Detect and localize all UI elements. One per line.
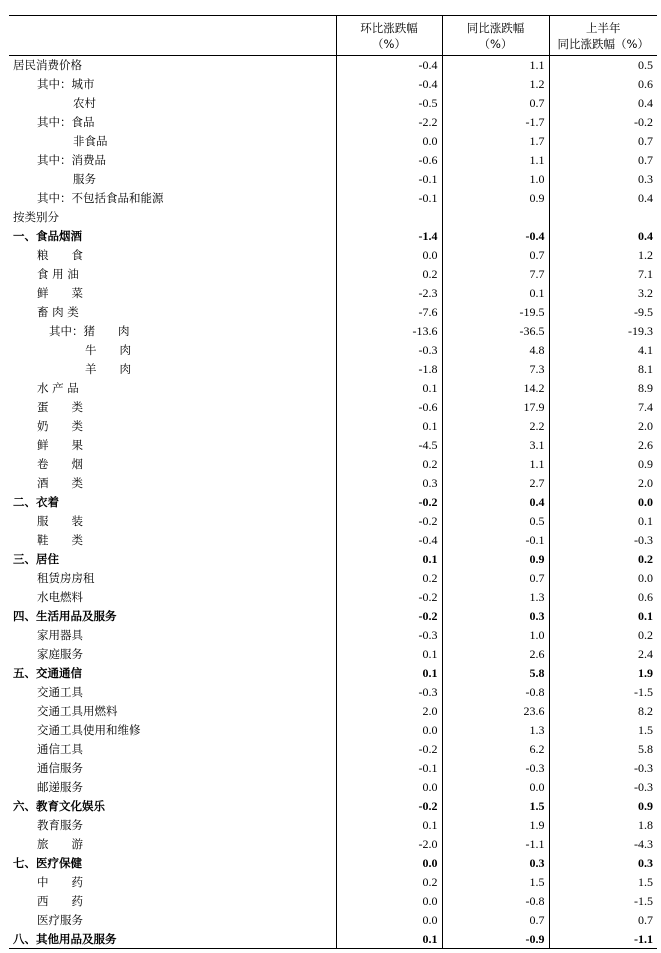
value-h1-yoy: 0.7 — [638, 153, 653, 167]
value-yoy: -0.8 — [442, 892, 549, 911]
value-yoy: 1.2 — [442, 75, 549, 94]
value-yoy: 2.2 — [442, 417, 549, 436]
table-row — [9, 569, 657, 588]
row-label: 四、生活用品及服务 — [9, 607, 336, 626]
value-mom: -0.1 — [336, 759, 442, 778]
value-yoy: 23.6 — [442, 702, 549, 721]
table-row — [9, 531, 657, 550]
value-h1-yoy: -1.5 — [634, 685, 653, 699]
value-yoy: 1.7 — [442, 132, 549, 151]
value-h1-yoy: 2.0 — [638, 419, 653, 433]
table-row — [9, 284, 657, 303]
value-mom: -7.6 — [336, 303, 442, 322]
row-label: 其中：城市 — [9, 75, 336, 94]
value-h1-yoy: 0.5 — [638, 58, 653, 73]
value-mom: -2.3 — [336, 284, 442, 303]
value-h1-yoy: 1.2 — [638, 248, 653, 262]
value-mom: 0.1 — [336, 664, 442, 683]
row-label: 卷 烟 — [9, 455, 336, 474]
value-mom: 0.1 — [336, 816, 442, 835]
value-mom: 0.0 — [336, 892, 442, 911]
row-label: 中 药 — [9, 873, 336, 892]
row-label: 交通工具用燃料 — [9, 702, 336, 721]
table-row — [9, 246, 657, 265]
value-h1-yoy: 0.3 — [638, 172, 653, 186]
value-yoy: -1.1 — [442, 835, 549, 854]
value-mom: 0.2 — [336, 265, 442, 284]
row-label: 西 药 — [9, 892, 336, 911]
value-mom: -0.3 — [336, 341, 442, 360]
header-h1-yoy — [549, 16, 657, 56]
value-yoy: 2.6 — [442, 645, 549, 664]
header-mom-line-1: 环比涨跌幅 — [360, 20, 418, 35]
row-label: 蛋 类 — [9, 398, 336, 417]
value-mom: -0.3 — [336, 626, 442, 645]
value-h1-yoy: 0.6 — [638, 590, 653, 604]
row-label: 教育服务 — [9, 816, 336, 835]
value-mom: -0.4 — [336, 531, 442, 550]
value-yoy: -19.5 — [442, 303, 549, 322]
value-mom: -0.1 — [336, 189, 442, 208]
value-yoy: 7.3 — [442, 360, 549, 379]
row-label: 鲜 菜 — [9, 284, 336, 303]
table-row — [9, 759, 657, 778]
value-mom: 0.1 — [336, 379, 442, 398]
table-row — [9, 75, 657, 94]
cpi-table — [9, 15, 657, 949]
header-h1-yoy-line-2: 同比涨跌幅（%） — [557, 36, 649, 51]
value-h1-yoy: 2.6 — [638, 438, 653, 452]
table-row — [9, 816, 657, 835]
table-header — [9, 16, 657, 56]
value-h1-yoy: -0.2 — [634, 115, 653, 129]
value-yoy: 0.7 — [442, 911, 549, 930]
value-mom: -0.2 — [336, 512, 442, 531]
value-mom: -0.4 — [336, 56, 442, 75]
header-row — [9, 16, 657, 56]
value-yoy: 1.0 — [442, 170, 549, 189]
table-row — [9, 683, 657, 702]
value-yoy: 1.1 — [442, 455, 549, 474]
row-label: 服 装 — [9, 512, 336, 531]
value-yoy: -0.1 — [442, 531, 549, 550]
value-mom: -0.6 — [336, 398, 442, 417]
value-yoy: -0.8 — [442, 683, 549, 702]
value-h1-yoy: 7.4 — [638, 400, 653, 414]
value-yoy: 1.9 — [442, 816, 549, 835]
value-h1-yoy: 8.2 — [638, 704, 653, 718]
value-h1-yoy: 0.1 — [638, 609, 653, 623]
value-h1-yoy: 0.9 — [638, 457, 653, 471]
value-h1-yoy: 1.8 — [638, 818, 653, 832]
table-row — [9, 208, 657, 227]
table-row — [9, 645, 657, 664]
value-mom: -1.8 — [336, 360, 442, 379]
value-h1-yoy: 0.1 — [638, 514, 653, 528]
table-row — [9, 189, 657, 208]
value-mom: -0.2 — [336, 797, 442, 816]
row-label: 旅 游 — [9, 835, 336, 854]
value-h1-yoy: 0.4 — [638, 191, 653, 205]
table-row — [9, 436, 657, 455]
table-row — [9, 550, 657, 569]
row-label: 奶 类 — [9, 417, 336, 436]
value-h1-yoy: 0.7 — [638, 913, 653, 927]
row-label: 通信工具 — [9, 740, 336, 759]
row-label: 酒 类 — [9, 474, 336, 493]
value-mom: -2.0 — [336, 835, 442, 854]
value-mom: 0.0 — [336, 132, 442, 151]
value-yoy: 2.7 — [442, 474, 549, 493]
table-row — [9, 132, 657, 151]
row-label: 其中：消费品 — [9, 151, 336, 170]
cpi-table-container — [9, 15, 657, 949]
row-label: 交通工具使用和维修 — [9, 721, 336, 740]
value-yoy: 3.1 — [442, 436, 549, 455]
value-mom: 0.0 — [336, 721, 442, 740]
table-row — [9, 56, 657, 75]
row-label: 畜 肉 类 — [9, 303, 336, 322]
row-label: 三、居住 — [9, 550, 336, 569]
row-label: 非食品 — [9, 132, 336, 151]
value-yoy: 1.1 — [442, 151, 549, 170]
value-yoy: 0.0 — [442, 778, 549, 797]
value-yoy: -0.4 — [442, 227, 549, 246]
table-row — [9, 379, 657, 398]
value-yoy: 7.7 — [442, 265, 549, 284]
value-mom: 0.2 — [336, 569, 442, 588]
table-row — [9, 930, 657, 949]
value-h1-yoy: 8.9 — [638, 381, 653, 395]
table-row — [9, 797, 657, 816]
value-yoy: 0.4 — [442, 493, 549, 512]
row-label: 通信服务 — [9, 759, 336, 778]
value-yoy: 4.8 — [442, 341, 549, 360]
value-mom: 0.0 — [336, 246, 442, 265]
table-row — [9, 588, 657, 607]
table-row — [9, 873, 657, 892]
row-label: 其中：不包括食品和能源 — [9, 189, 336, 208]
value-yoy: 0.5 — [442, 512, 549, 531]
value-mom: -1.4 — [336, 227, 442, 246]
table-row — [9, 170, 657, 189]
value-yoy: 5.8 — [442, 664, 549, 683]
value-mom: -0.2 — [336, 607, 442, 626]
value-yoy: -36.5 — [442, 322, 549, 341]
table-row — [9, 265, 657, 284]
value-h1-yoy: 1.9 — [638, 666, 653, 680]
row-label: 七、医疗保健 — [9, 854, 336, 873]
row-label: 其中：食品 — [9, 113, 336, 132]
value-mom: -0.4 — [336, 75, 442, 94]
header-yoy — [442, 16, 549, 56]
row-label: 医疗服务 — [9, 911, 336, 930]
row-label: 家用器具 — [9, 626, 336, 645]
header-yoy-line-1: 同比涨跌幅 — [466, 20, 525, 35]
value-h1-yoy: 1.5 — [638, 723, 653, 737]
header-h1-yoy-line-1: 上半年 — [586, 20, 621, 35]
value-yoy — [442, 208, 549, 227]
value-h1-yoy: 0.3 — [638, 856, 653, 870]
table-row — [9, 892, 657, 911]
table-row — [9, 417, 657, 436]
row-label: 牛 肉 — [9, 341, 336, 360]
table-row — [9, 911, 657, 930]
value-mom: -0.5 — [336, 94, 442, 113]
value-mom: 0.0 — [336, 854, 442, 873]
table-row — [9, 778, 657, 797]
value-mom: -4.5 — [336, 436, 442, 455]
value-mom: -0.2 — [336, 740, 442, 759]
value-h1-yoy: 3.2 — [638, 286, 653, 300]
value-h1-yoy: 0.0 — [638, 495, 653, 509]
row-label: 水电燃料 — [9, 588, 336, 607]
value-h1-yoy: 0.2 — [638, 552, 653, 566]
value-h1-yoy: 0.7 — [638, 134, 653, 148]
row-label: 水 产 品 — [9, 379, 336, 398]
value-h1-yoy: 0.4 — [638, 96, 653, 110]
value-h1-yoy: 5.8 — [638, 742, 653, 756]
value-h1-yoy: 4.1 — [638, 343, 653, 357]
value-yoy: 1.3 — [442, 588, 549, 607]
header-mom-line-2: （%） — [372, 36, 406, 51]
table-row — [9, 702, 657, 721]
table-row — [9, 664, 657, 683]
table-row — [9, 835, 657, 854]
value-h1-yoy: 1.5 — [638, 875, 653, 889]
table-row — [9, 854, 657, 873]
value-yoy: 0.7 — [442, 246, 549, 265]
value-h1-yoy: 0.6 — [638, 77, 653, 91]
table-row — [9, 474, 657, 493]
value-h1-yoy: -0.3 — [634, 761, 653, 775]
value-mom: 0.1 — [336, 550, 442, 569]
value-mom: 0.0 — [336, 778, 442, 797]
value-yoy: 14.2 — [442, 379, 549, 398]
table-row — [9, 322, 657, 341]
value-yoy: -0.9 — [442, 930, 549, 949]
value-mom: 0.0 — [336, 911, 442, 930]
value-yoy: 0.7 — [442, 94, 549, 113]
table-row — [9, 360, 657, 379]
value-h1-yoy: -1.1 — [549, 930, 657, 949]
value-h1-yoy: 0.0 — [638, 571, 653, 585]
header-yoy-line-2: （%） — [478, 36, 513, 51]
value-h1-yoy: -0.3 — [634, 533, 653, 547]
table-row — [9, 341, 657, 360]
value-yoy: 1.3 — [442, 721, 549, 740]
value-h1-yoy: -1.5 — [634, 894, 653, 908]
value-yoy: 0.1 — [442, 284, 549, 303]
value-mom: 0.3 — [336, 474, 442, 493]
value-mom: 0.2 — [336, 873, 442, 892]
row-label: 鞋 类 — [9, 531, 336, 550]
row-label: 六、教育文化娱乐 — [9, 797, 336, 816]
value-mom — [336, 208, 442, 227]
table-row — [9, 113, 657, 132]
value-mom: -13.6 — [336, 322, 442, 341]
value-mom: -0.2 — [336, 588, 442, 607]
table-row — [9, 493, 657, 512]
row-label: 农村 — [9, 94, 336, 113]
value-yoy: -1.7 — [442, 113, 549, 132]
value-h1-yoy: 0.2 — [638, 628, 653, 642]
row-label: 一、食品烟酒 — [9, 227, 336, 246]
value-yoy: 0.3 — [442, 607, 549, 626]
value-mom: -0.3 — [336, 683, 442, 702]
row-label: 二、衣着 — [9, 493, 336, 512]
value-yoy: 6.2 — [442, 740, 549, 759]
value-h1-yoy: 0.9 — [638, 799, 653, 813]
table-row — [9, 94, 657, 113]
value-h1-yoy: -19.3 — [628, 324, 653, 338]
row-label: 家庭服务 — [9, 645, 336, 664]
table-row — [9, 303, 657, 322]
table-row — [9, 151, 657, 170]
value-mom: 2.0 — [336, 702, 442, 721]
value-yoy: -0.3 — [442, 759, 549, 778]
value-mom: -2.2 — [336, 113, 442, 132]
value-h1-yoy: -0.3 — [634, 780, 653, 794]
row-label: 食 用 油 — [9, 265, 336, 284]
value-yoy: 0.3 — [442, 854, 549, 873]
value-h1-yoy — [549, 208, 657, 227]
value-yoy: 0.9 — [442, 550, 549, 569]
value-h1-yoy: 2.4 — [638, 647, 653, 661]
value-h1-yoy: -9.5 — [634, 305, 653, 319]
row-label: 交通工具 — [9, 683, 336, 702]
value-mom: -0.2 — [336, 493, 442, 512]
header-category — [9, 16, 336, 56]
value-yoy: 1.5 — [442, 873, 549, 892]
value-yoy: 17.9 — [442, 398, 549, 417]
value-yoy: 0.7 — [442, 569, 549, 588]
value-h1-yoy: 0.4 — [638, 229, 653, 243]
row-label: 八、其他用品及服务 — [9, 930, 336, 949]
table-row — [9, 607, 657, 626]
value-h1-yoy: 7.1 — [638, 267, 653, 281]
row-label: 粮 食 — [9, 246, 336, 265]
row-label: 鲜 果 — [9, 436, 336, 455]
value-yoy: 1.1 — [442, 56, 549, 75]
row-label: 五、交通通信 — [9, 664, 336, 683]
table-row — [9, 626, 657, 645]
value-mom: 0.2 — [336, 455, 442, 474]
row-label: 其中：猪 肉 — [9, 322, 336, 341]
table-row — [9, 740, 657, 759]
table-row — [9, 721, 657, 740]
table-row — [9, 512, 657, 531]
header-mom — [336, 16, 442, 56]
value-h1-yoy: 8.1 — [638, 362, 653, 376]
value-mom: -0.6 — [336, 151, 442, 170]
table-row — [9, 455, 657, 474]
table-body — [9, 56, 657, 949]
value-yoy: 1.0 — [442, 626, 549, 645]
row-label: 邮递服务 — [9, 778, 336, 797]
table-row — [9, 227, 657, 246]
value-yoy: 0.9 — [442, 189, 549, 208]
value-h1-yoy: 2.0 — [638, 476, 653, 490]
row-label: 羊 肉 — [9, 360, 336, 379]
row-label: 居民消费价格 — [9, 56, 336, 75]
row-label: 租赁房房租 — [9, 569, 336, 588]
value-yoy: 1.5 — [442, 797, 549, 816]
value-mom: 0.1 — [336, 645, 442, 664]
value-h1-yoy: -4.3 — [634, 837, 653, 851]
row-label: 按类别分 — [9, 208, 336, 227]
value-mom: 0.1 — [336, 417, 442, 436]
table-row — [9, 398, 657, 417]
value-mom: 0.1 — [336, 930, 442, 949]
value-mom: -0.1 — [336, 170, 442, 189]
row-label: 服务 — [9, 170, 336, 189]
